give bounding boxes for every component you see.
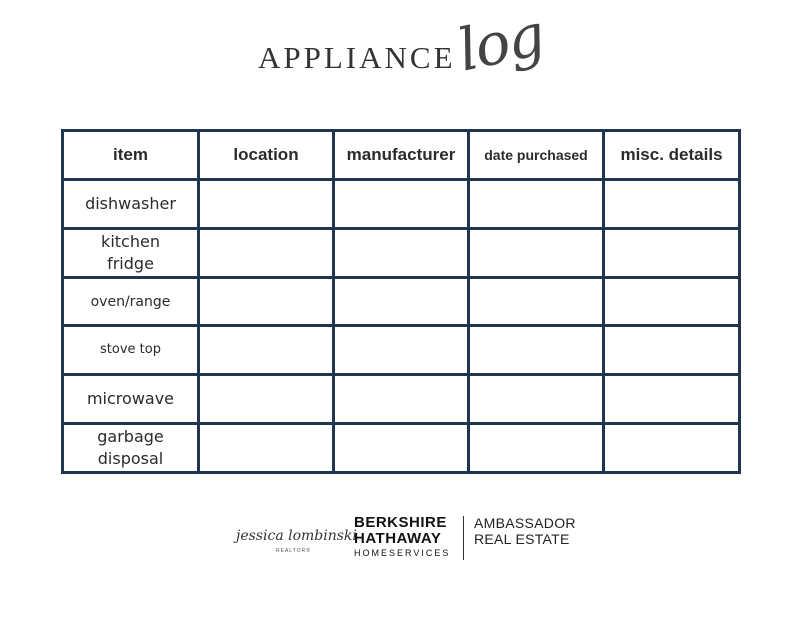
item-line: fridge <box>107 253 154 273</box>
manufacturer-cell[interactable] <box>334 424 469 473</box>
table-row <box>63 277 740 326</box>
table-header-row <box>63 131 740 180</box>
date-purchased-cell[interactable] <box>469 375 604 424</box>
location-cell[interactable] <box>199 228 334 277</box>
date-purchased-cell[interactable] <box>469 326 604 375</box>
misc-details-cell[interactable] <box>604 424 740 473</box>
logo-divider <box>463 516 464 560</box>
header-location: location <box>199 131 334 180</box>
location-cell[interactable] <box>199 180 334 229</box>
office-line-2: REAL ESTATE <box>474 531 570 547</box>
item-line: disposal <box>97 449 164 469</box>
header-manufacturer: manufacturer <box>334 131 469 180</box>
misc-details-cell[interactable] <box>604 326 740 375</box>
table-row <box>63 326 740 375</box>
item-line: garbage <box>97 427 164 447</box>
item-cell: microwave <box>63 375 199 424</box>
misc-details-cell[interactable] <box>604 375 740 424</box>
manufacturer-cell[interactable] <box>334 375 469 424</box>
header-date-purchased: date purchased <box>469 131 604 180</box>
brand-line-2: HATHAWAY <box>354 530 442 547</box>
brand-line-3: HOMESERVICES <box>354 548 451 558</box>
page-header <box>0 0 800 130</box>
appliance-log-table <box>61 129 741 474</box>
misc-details-cell[interactable] <box>604 180 740 229</box>
footer-logos <box>0 508 800 568</box>
location-cell[interactable] <box>199 277 334 326</box>
manufacturer-cell[interactable] <box>334 277 469 326</box>
manufacturer-cell[interactable] <box>334 326 469 375</box>
date-purchased-cell[interactable] <box>469 424 604 473</box>
item-cell <box>63 228 199 277</box>
location-cell[interactable] <box>199 424 334 473</box>
table-row <box>63 424 740 473</box>
table-row <box>63 228 740 277</box>
location-cell[interactable] <box>199 375 334 424</box>
header-misc-details: misc. details <box>604 131 740 180</box>
header-item: item <box>63 131 199 180</box>
misc-details-cell[interactable] <box>604 228 740 277</box>
location-cell[interactable] <box>199 326 334 375</box>
agent-title: REALTOR® <box>276 548 311 554</box>
item-cell: oven/range <box>63 277 199 326</box>
table-row <box>63 375 740 424</box>
item-cell: stove top <box>63 326 199 375</box>
table-row <box>63 180 740 229</box>
item-cell: dishwasher <box>63 180 199 229</box>
manufacturer-cell[interactable] <box>334 228 469 277</box>
page-title-script: log <box>452 0 549 85</box>
item-cell <box>63 424 199 473</box>
page-title: APPLIANCE <box>258 40 456 75</box>
item-line: kitchen <box>101 231 160 251</box>
manufacturer-cell[interactable] <box>334 180 469 229</box>
brand-line-1: BERKSHIRE <box>354 514 447 531</box>
date-purchased-cell[interactable] <box>469 180 604 229</box>
office-line-1: AMBASSADOR <box>474 515 576 531</box>
date-purchased-cell[interactable] <box>469 277 604 326</box>
date-purchased-cell[interactable] <box>469 228 604 277</box>
agent-signature: jessica lombinski <box>236 528 357 544</box>
misc-details-cell[interactable] <box>604 277 740 326</box>
